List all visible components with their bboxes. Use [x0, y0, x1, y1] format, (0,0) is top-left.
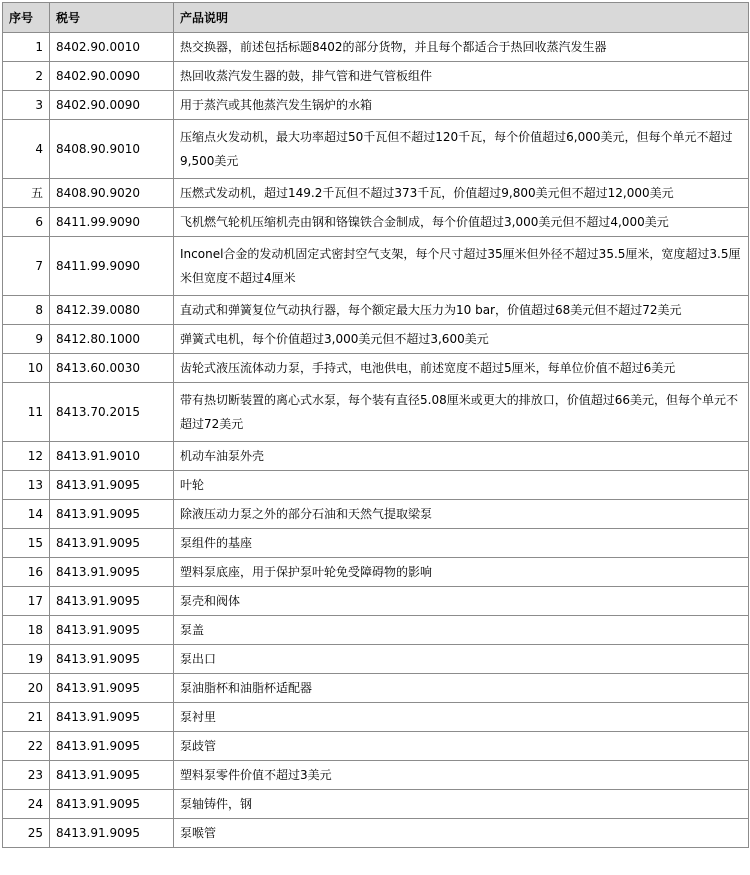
row-number: 12 — [3, 442, 50, 471]
row-tariff-code: 8402.90.0010 — [50, 33, 174, 62]
row-description: 塑料泵底座，用于保护泵叶轮免受障碍物的影响 — [174, 558, 749, 587]
row-number: 19 — [3, 645, 50, 674]
row-tariff-code: 8413.91.9095 — [50, 674, 174, 703]
row-number: 4 — [3, 120, 50, 179]
row-description: 直动式和弹簧复位气动执行器，每个额定最大压力为10 bar，价值超过68美元但不超过72美元 — [174, 296, 749, 325]
row-description: 热回收蒸汽发生器的鼓，排气管和进气管板组件 — [174, 62, 749, 91]
row-description: 泵组件的基座 — [174, 529, 749, 558]
row-description: 叶轮 — [174, 471, 749, 500]
row-number: 10 — [3, 354, 50, 383]
row-number: 9 — [3, 325, 50, 354]
row-number: 1 — [3, 33, 50, 62]
row-description: 泵出口 — [174, 645, 749, 674]
row-description: 弹簧式电机，每个价值超过3,000美元但不超过3,600美元 — [174, 325, 749, 354]
table-row — [3, 62, 749, 91]
row-tariff-code: 8413.91.9095 — [50, 529, 174, 558]
row-description: 带有热切断装置的离心式水泵，每个装有直径5.08厘米或更大的排放口，价值超过66美元，但每个单元不超过72美元 — [174, 383, 749, 442]
table-header-row — [3, 3, 749, 33]
row-number: 25 — [3, 819, 50, 848]
row-number: 五 — [3, 179, 50, 208]
row-tariff-code: 8408.90.9010 — [50, 120, 174, 179]
row-description: 热交换器，前述包括标题8402的部分货物，并且每个都适合于热回收蒸汽发生器 — [174, 33, 749, 62]
table-row — [3, 761, 749, 790]
row-description: 齿轮式液压流体动力泵，手持式，电池供电，前述宽度不超过5厘米，每单位价值不超过6美元 — [174, 354, 749, 383]
row-description: 泵喉管 — [174, 819, 749, 848]
row-description: 泵油脂杯和油脂杯适配器 — [174, 674, 749, 703]
row-number: 2 — [3, 62, 50, 91]
table-row — [3, 179, 749, 208]
table-row — [3, 616, 749, 645]
table-row — [3, 674, 749, 703]
tariff-table — [2, 2, 749, 848]
table-row — [3, 819, 749, 848]
row-description: 泵衬里 — [174, 703, 749, 732]
table-row — [3, 208, 749, 237]
table-row — [3, 442, 749, 471]
row-tariff-code: 8413.91.9095 — [50, 587, 174, 616]
row-tariff-code: 8413.91.9095 — [50, 819, 174, 848]
table-body — [3, 33, 749, 848]
table-row — [3, 790, 749, 819]
row-tariff-code: 8408.90.9020 — [50, 179, 174, 208]
row-number: 11 — [3, 383, 50, 442]
row-number: 16 — [3, 558, 50, 587]
row-description: 机动车油泵外壳 — [174, 442, 749, 471]
row-tariff-code: 8413.60.0030 — [50, 354, 174, 383]
row-description: 飞机燃气轮机压缩机壳由钢和铬镍铁合金制成，每个价值超过3,000美元但不超过4,000美元 — [174, 208, 749, 237]
row-tariff-code: 8413.70.2015 — [50, 383, 174, 442]
row-number: 21 — [3, 703, 50, 732]
row-description: 除液压动力泵之外的部分石油和天然气提取梁泵 — [174, 500, 749, 529]
row-number: 3 — [3, 91, 50, 120]
row-tariff-code: 8411.99.9090 — [50, 237, 174, 296]
row-description: 用于蒸汽或其他蒸汽发生锅炉的水箱 — [174, 91, 749, 120]
row-number: 8 — [3, 296, 50, 325]
row-number: 20 — [3, 674, 50, 703]
row-tariff-code: 8412.80.1000 — [50, 325, 174, 354]
row-tariff-code: 8402.90.0090 — [50, 91, 174, 120]
row-tariff-code: 8411.99.9090 — [50, 208, 174, 237]
table-row — [3, 558, 749, 587]
row-tariff-code: 8412.39.0080 — [50, 296, 174, 325]
row-description: 泵轴铸件，钢 — [174, 790, 749, 819]
row-description: 压燃式发动机，超过149.2千瓦但不超过373千瓦，价值超过9,800美元但不超过12,000美元 — [174, 179, 749, 208]
row-tariff-code: 8413.91.9095 — [50, 500, 174, 529]
table-row — [3, 33, 749, 62]
row-number: 22 — [3, 732, 50, 761]
row-description: 压缩点火发动机，最大功率超过50千瓦但不超过120千瓦，每个价值超过6,000美元，但每个单元不超过9,500美元 — [174, 120, 749, 179]
header-code: 税号 — [50, 3, 174, 33]
row-number: 6 — [3, 208, 50, 237]
header-no: 序号 — [3, 3, 50, 33]
table-row — [3, 471, 749, 500]
table-row — [3, 120, 749, 179]
table-row — [3, 237, 749, 296]
row-tariff-code: 8413.91.9010 — [50, 442, 174, 471]
row-description: Inconel合金的发动机固定式密封空气支架，每个尺寸超过35厘米但外径不超过35.5厘米，宽度超过3.5厘米但宽度不超过4厘米 — [174, 237, 749, 296]
row-tariff-code: 8413.91.9095 — [50, 761, 174, 790]
row-tariff-code: 8413.91.9095 — [50, 645, 174, 674]
row-number: 23 — [3, 761, 50, 790]
row-number: 7 — [3, 237, 50, 296]
table-row — [3, 296, 749, 325]
row-tariff-code: 8413.91.9095 — [50, 790, 174, 819]
row-number: 14 — [3, 500, 50, 529]
row-number: 17 — [3, 587, 50, 616]
row-tariff-code: 8413.91.9095 — [50, 471, 174, 500]
table-row — [3, 587, 749, 616]
table-row — [3, 500, 749, 529]
row-number: 24 — [3, 790, 50, 819]
row-description: 塑料泵零件价值不超过3美元 — [174, 761, 749, 790]
table-row — [3, 645, 749, 674]
row-tariff-code: 8413.91.9095 — [50, 732, 174, 761]
table-row — [3, 703, 749, 732]
table-row — [3, 91, 749, 120]
row-tariff-code: 8413.91.9095 — [50, 558, 174, 587]
header-desc: 产品说明 — [174, 3, 749, 33]
row-tariff-code: 8413.91.9095 — [50, 616, 174, 645]
row-description: 泵壳和阀体 — [174, 587, 749, 616]
row-number: 18 — [3, 616, 50, 645]
row-description: 泵盖 — [174, 616, 749, 645]
table-row — [3, 325, 749, 354]
row-tariff-code: 8413.91.9095 — [50, 703, 174, 732]
row-number: 13 — [3, 471, 50, 500]
row-number: 15 — [3, 529, 50, 558]
table-row — [3, 529, 749, 558]
table-row — [3, 383, 749, 442]
table-row — [3, 354, 749, 383]
table-row — [3, 732, 749, 761]
row-description: 泵歧管 — [174, 732, 749, 761]
row-tariff-code: 8402.90.0090 — [50, 62, 174, 91]
